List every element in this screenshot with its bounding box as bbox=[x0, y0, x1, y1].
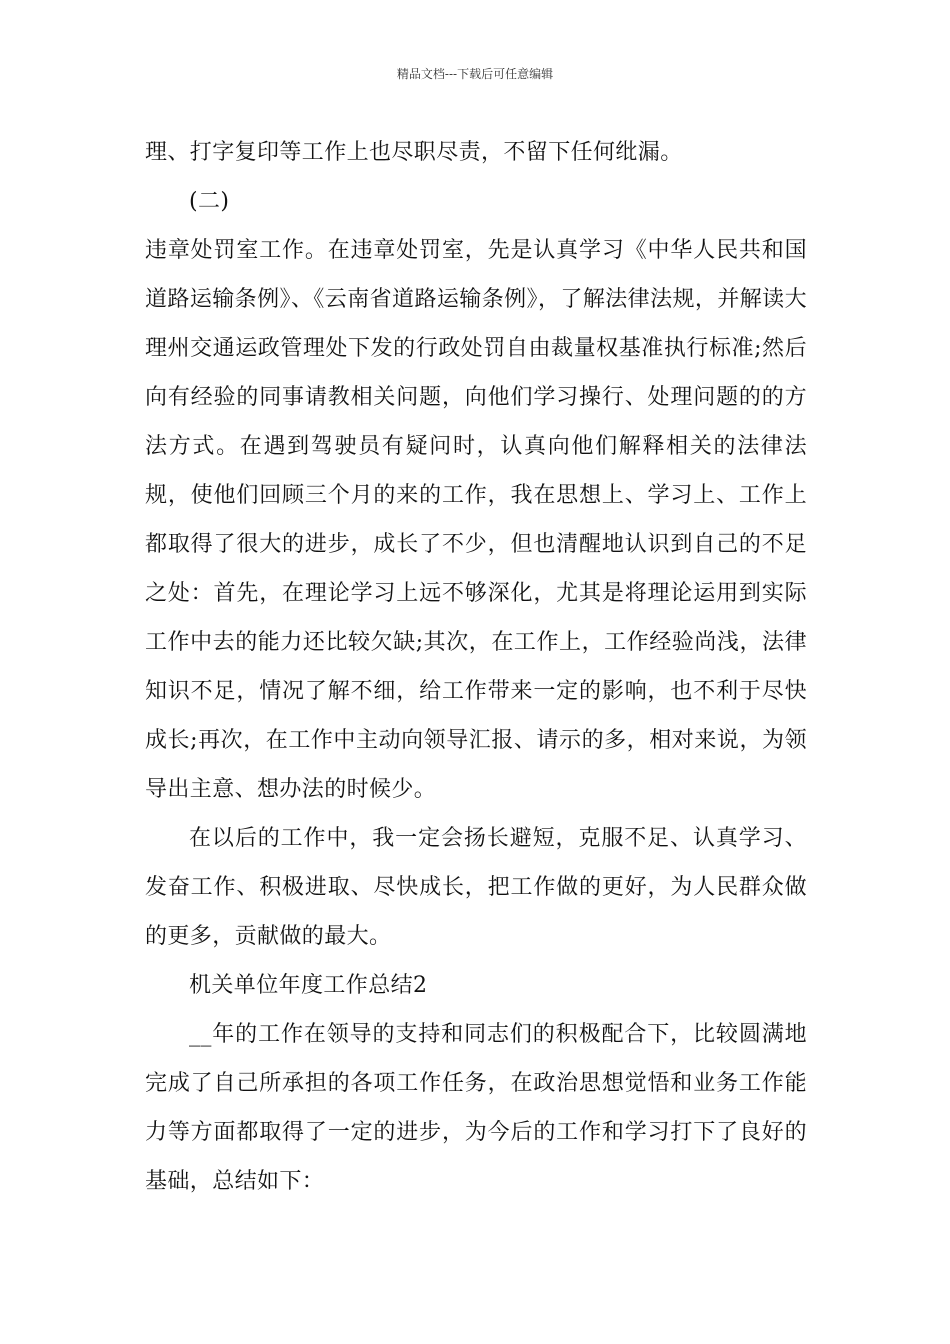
paragraph-5: __年的工作在领导的支持和同志们的积极配合下，比较圆满地完成了自己所承担的各项工作任务，在政治思想觉悟和业务工作能力等方面都取得了一定的进步，为今后的工作和学习打下了良好的基础，总结如下： bbox=[145, 1022, 807, 1194]
section-heading: 机关单位年度工作总结2 bbox=[189, 973, 428, 998]
paragraph-4: 在以后的工作中，我一定会扬长避短，克服不足、认真学习、发奋工作、积极进取、尽快成长，把工作做的更好，为人民群众做的更多，贡献做的最大。 bbox=[145, 826, 807, 949]
paragraph-1: 理、打字复印等工作上也尽职尽责，不留下任何纰漏。 bbox=[145, 140, 683, 165]
document-body bbox=[145, 128, 807, 1206]
paragraph-2: (二) bbox=[189, 189, 230, 214]
paragraph-3: 违章处罚室工作。在违章处罚室，先是认真学习《中华人民共和国道路运输条例》、《云南省道路运输条例》，了解法律法规，并解读大理州交通运政管理处下发的行政处罚自由裁量权基准执行标准;然后向有经验的同事请教相关问题，向他们学习操行、处理问题的的方法方式。在遇到驾驶员有疑问时，认真向他们解释相关的法律法规，使他们回顾三个月的来的工作，我在思想上、学习上、工作上都取得了很大的进步，成长了不少，但也清醒地认识到自己的不足之处：首先，在理论学习上远不够深化，尤其是将理论运用到实际工作中去的能力还比较欠缺;其次，在工作上，工作经验尚浅，法律知识不足，情况了解不细，给工作带来一定的影响，也不利于尽快成长;再次，在工作中主动向领导汇报、请示的多，相对来说，为领导出主意、想办法的时候少。 bbox=[145, 238, 807, 802]
page-header: 精品文档---下载后可任意编辑 bbox=[396, 67, 554, 81]
